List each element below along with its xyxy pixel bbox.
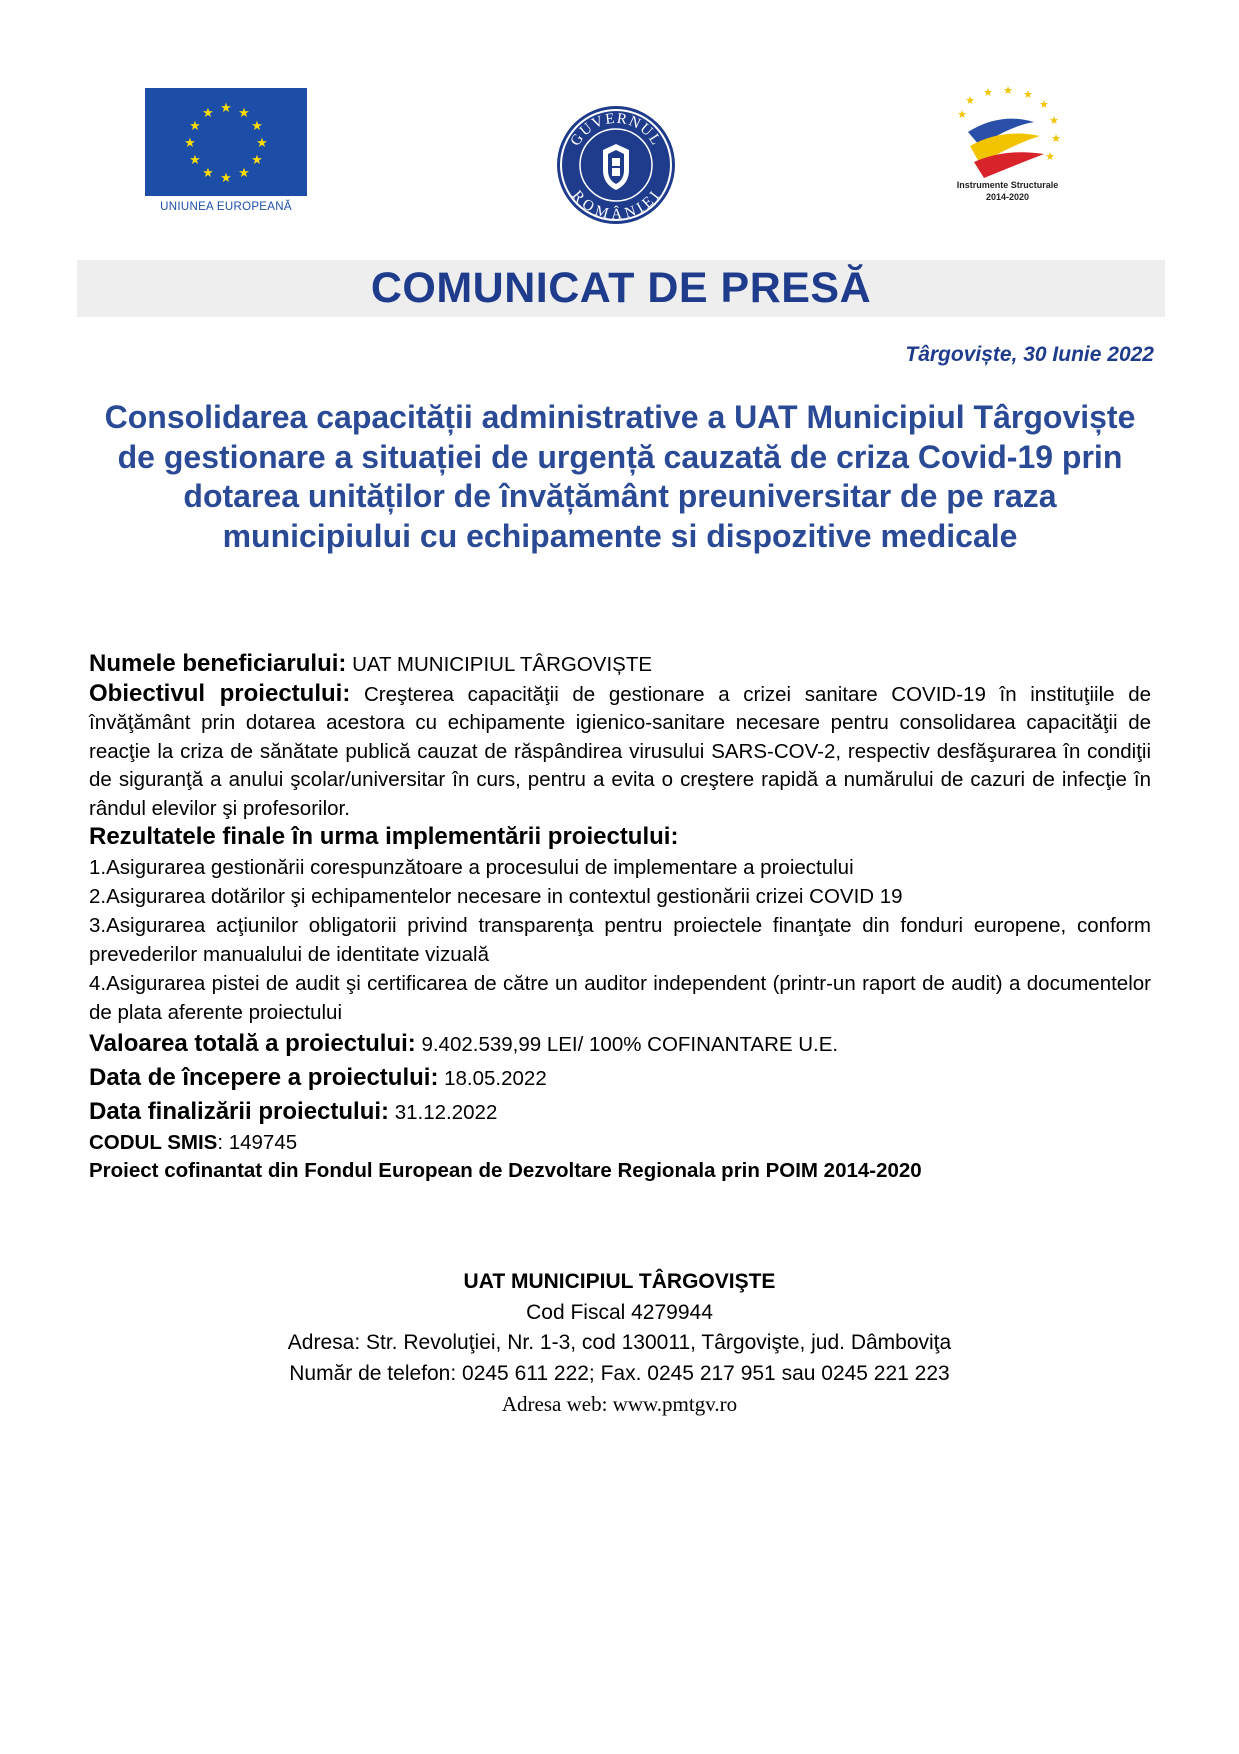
total-value-label: Valoarea totală a proiectului:	[89, 1029, 416, 1057]
results-label: Rezultatele finale în urma implementării proiectului:	[89, 823, 679, 850]
svg-text:★: ★	[251, 153, 263, 168]
end-date-row	[89, 1095, 1151, 1129]
svg-text:★: ★	[1023, 88, 1033, 101]
svg-text:★: ★	[220, 171, 232, 186]
result-item: 1.Asigurarea gestionării corespunzătoare a procesului de implementare a proiectului	[89, 855, 854, 879]
project-details	[89, 650, 1151, 1186]
svg-text:★: ★	[256, 136, 268, 151]
svg-text:★: ★	[202, 106, 214, 121]
beneficiary-value: UAT MUNICIPIUL TÂRGOVIȘTE	[346, 653, 653, 676]
svg-text:★: ★	[983, 86, 993, 99]
start-date-value: 18.05.2022	[438, 1066, 547, 1090]
smis-row	[89, 1129, 1151, 1158]
svg-text:★: ★	[1045, 150, 1055, 163]
address: Adresa: Str. Revoluţiei, Nr. 1-3, cod 130011, Târgovişte, jud. Dâmboviţa	[287, 1331, 952, 1354]
svg-text:★: ★	[965, 94, 975, 107]
contact-footer	[0, 1267, 1239, 1420]
structural-instruments-icon	[940, 84, 1075, 184]
fiscal-code: Cod Fiscal 4279944	[526, 1300, 713, 1324]
banner-title: COMUNICAT DE PRESĂ	[370, 264, 872, 312]
result-item: 4.Asigurarea pistei de audit şi certificarea de către un auditor independent (printr-un raport de audit) a documentelor de plata aferente proiectului	[89, 971, 1151, 1024]
funding-note: Proiect cofinantat din Fondul European de Dezvoltare Regionala prin POIM 2014-2020	[89, 1159, 922, 1182]
org-name: UAT MUNICIPIUL TÂRGOVIŞTE	[463, 1270, 776, 1293]
end-date-label: Data finalizării proiectului:	[89, 1097, 390, 1125]
eu-logo	[145, 88, 307, 213]
is-caption-line1: Instrumente Structurale	[956, 180, 1059, 190]
total-value-row	[89, 1027, 1151, 1061]
svg-text:★: ★	[957, 108, 967, 121]
is-caption-line2: 2014-2020	[985, 192, 1030, 202]
project-title: Consolidarea capacității administrative a UAT Municipiul Târgoviște de gestionare a situației de urgență cauzată de criza Covid-19 prin dotarea unităților de învățământ preuniversitar de pe raza municipiului cu echipamente si dispozitive medicale	[104, 399, 1136, 554]
beneficiary-label: Numele beneficiarului:	[89, 650, 347, 677]
svg-text:★: ★	[1003, 84, 1013, 97]
structural-instruments-logo	[940, 84, 1075, 214]
total-value: 9.402.539,99 LEI/ 100% COFINANTARE U.E.	[415, 1032, 839, 1056]
results-heading	[89, 823, 1151, 853]
svg-text:★: ★	[1051, 132, 1061, 145]
result-item: 2.Asigurarea dotărilor şi echipamentelor necesare in contextul gestionării crizei COVID 19	[89, 884, 903, 908]
government-seal-icon	[555, 104, 677, 226]
svg-text:★: ★	[238, 166, 250, 181]
svg-text:★: ★	[251, 119, 263, 134]
result-item: 3.Asigurarea acţiunilor obligatorii privind transparenţa pentru proiectele finanţate din fonduri europene, conform prevederilor manualului de identitate vizuală	[89, 913, 1151, 966]
svg-text:★: ★	[220, 101, 232, 116]
web-address: Adresa web: www.pmtgv.ro	[501, 1392, 738, 1416]
eu-logo-caption: UNIUNEA EUROPEANĂ	[160, 201, 292, 213]
start-date-label: Data de începere a proiectului:	[89, 1063, 439, 1091]
objective-label: Obiectivul proiectului:	[89, 679, 351, 707]
gov-seal-bottom-text: ROMÂNIEI	[568, 187, 664, 223]
svg-text:★: ★	[189, 153, 201, 168]
svg-text:★: ★	[189, 119, 201, 134]
start-date-row	[89, 1061, 1151, 1095]
beneficiary-row	[89, 650, 1151, 680]
date-line: Târgoviște, 30 Iunie 2022	[905, 343, 1154, 366]
press-release-banner	[77, 260, 1165, 317]
svg-text:★: ★	[1039, 98, 1049, 111]
svg-text:★: ★	[238, 106, 250, 121]
svg-text:★: ★	[184, 136, 196, 151]
smis-label: CODUL SMIS	[89, 1130, 218, 1154]
objective-row	[89, 680, 1151, 824]
svg-text:★: ★	[1049, 114, 1059, 127]
objective-value: Creşterea capacităţii de gestionare a crizei sanitare COVID-19 în instituţiile de învăţământ prin dotarea acestora cu echipamente igienico-sanitare necesare pentru consolidarea capacităţii de reacţie la criza de sănătate publică cauzat de răspândirea virusului SARS-COV-2, respectiv desfăşurarea în condiţii de siguranţă a anului şcolar/universitar în curs, pentru a evita o creştere rapidă a numărului de cazuri de infecţie în rândul elevilor şi profesorilor.	[89, 682, 1151, 820]
phone-fax: Număr de telefon: 0245 611 222; Fax. 0245 217 951 sau 0245 221 223	[289, 1361, 950, 1385]
gov-seal-top-text: GUVERNUL	[567, 110, 665, 149]
smis-value: : 149745	[217, 1130, 298, 1154]
end-date-value: 31.12.2022	[389, 1100, 498, 1124]
eu-flag-icon	[145, 88, 307, 196]
svg-text:★: ★	[202, 166, 214, 181]
